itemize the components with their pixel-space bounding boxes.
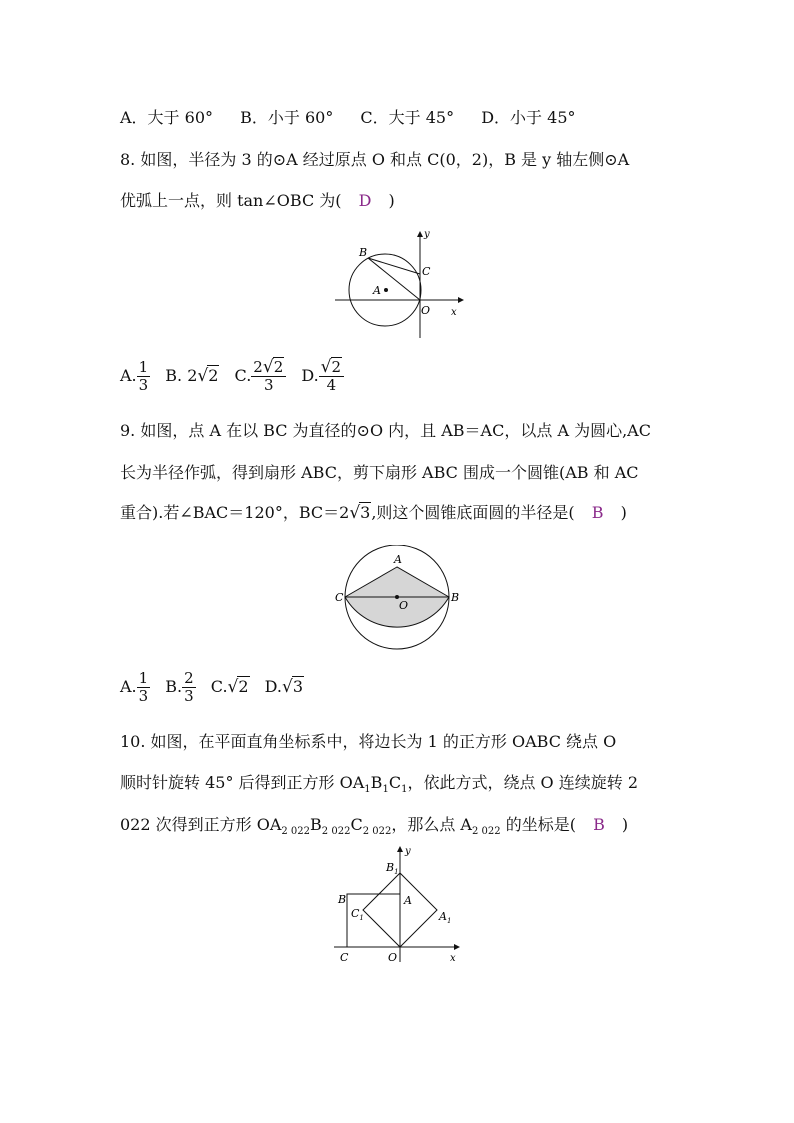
q10-label-c1-sub: 1 bbox=[359, 914, 364, 922]
q9-option-a-numerator: 1 bbox=[138, 669, 149, 687]
q10-stem-b: B bbox=[370, 773, 383, 792]
q9-option-b-label: B. bbox=[165, 677, 183, 696]
q10-label-x: x bbox=[450, 953, 456, 964]
q8-option-c-label: C. bbox=[234, 366, 252, 385]
q8-close-paren: ) bbox=[388, 191, 395, 210]
q8-option-b-coef: 2 bbox=[187, 366, 198, 385]
q10-sub-a-point: 2 022 bbox=[471, 826, 501, 838]
q7-options bbox=[120, 108, 576, 128]
q8-x-arrow bbox=[458, 297, 464, 303]
q10-label-a: A bbox=[404, 894, 412, 907]
q10-figure bbox=[330, 842, 470, 967]
q8-option-d-denominator: 4 bbox=[326, 376, 337, 394]
q10-stem-c: C bbox=[388, 773, 402, 792]
q9-line-2: 长为半径作弧，得到扇形 ABC，剪下扇形 ABC 围成一个圆锥(AB 和 AC bbox=[120, 463, 639, 482]
q9-option-a-fraction bbox=[137, 670, 151, 705]
q8-option-a-fraction bbox=[137, 359, 151, 394]
q9-option-d-label: D. bbox=[264, 677, 282, 696]
q10-line-3 bbox=[120, 815, 628, 842]
q7-option-b: B．小于 60° bbox=[240, 108, 334, 127]
q9-label-b: B bbox=[451, 591, 460, 604]
q10-line-2 bbox=[120, 773, 638, 800]
q9-stem-a: 重合).若∠BAC＝120°，BC＝2 bbox=[120, 503, 350, 522]
q10-stem-d: ，依此方式，绕点 O 连续旋转 2 bbox=[407, 773, 638, 792]
q8-option-b-label: B. bbox=[165, 366, 183, 385]
q9-option-d-radicand: 3 bbox=[292, 677, 304, 696]
q8-center-dot bbox=[384, 288, 388, 292]
q10-label-c1 bbox=[351, 907, 364, 922]
q8-label-x: x bbox=[451, 307, 457, 318]
q9-option-b-fraction bbox=[182, 670, 196, 705]
q9-close-paren: ) bbox=[620, 503, 627, 522]
q10-close-paren: ) bbox=[621, 815, 629, 834]
q8-option-a-label: A. bbox=[120, 366, 137, 385]
q9-option-b-numerator: 2 bbox=[184, 669, 194, 687]
q10-label-b1-sub: 1 bbox=[394, 868, 399, 876]
q9-options bbox=[120, 667, 304, 707]
q9-option-c-radicand: 2 bbox=[238, 677, 249, 696]
q8-label-c: C bbox=[422, 265, 431, 278]
q10-line-1: 10. 如图，在平面直角坐标系中，将边长为 1 的正方形 OABC 绕点 O bbox=[120, 732, 617, 751]
q8-label-o: O bbox=[421, 304, 431, 317]
q10-label-b1 bbox=[385, 861, 399, 876]
q9-option-b-denominator: 3 bbox=[184, 687, 194, 705]
q9-stem-b: ,则这个圆锥底面圆的半径是( bbox=[371, 503, 575, 522]
q9-answer: B bbox=[591, 503, 604, 522]
q9-line-1: 9. 如图，点 A 在以 BC 为直径的⊙O 内，且 AB＝AC，以点 A 为圆心,AC bbox=[120, 421, 651, 440]
q10-sub-a1: 1 bbox=[364, 784, 371, 796]
q9-option-c-label: C. bbox=[210, 677, 228, 696]
q8-y-arrow bbox=[417, 231, 423, 237]
q8-option-c-radicand: 2 bbox=[273, 358, 284, 376]
q10-label-c: C bbox=[340, 951, 349, 964]
q10-stem-h: ，那么点 A bbox=[391, 815, 472, 834]
q10-stem-g: C bbox=[350, 815, 363, 834]
q7-option-c: C．大于 45° bbox=[360, 108, 455, 127]
q9-label-c: C bbox=[335, 591, 344, 604]
q10-sub-c1: 1 bbox=[401, 784, 408, 796]
q8-option-a-denominator: 3 bbox=[138, 376, 149, 394]
q10-x-arrow bbox=[454, 944, 460, 950]
q8-option-c-coef: 2 bbox=[253, 358, 263, 376]
q9-option-a-denominator: 3 bbox=[138, 687, 149, 705]
q9-radicand: 3 bbox=[360, 503, 371, 522]
q8-option-a-numerator: 1 bbox=[138, 358, 149, 376]
q10-sub-a-n: 2 022 bbox=[281, 826, 311, 838]
q8-option-d-radicand: 2 bbox=[331, 358, 342, 376]
q9-option-a-label: A. bbox=[120, 677, 137, 696]
q10-label-a1-letter: A bbox=[439, 910, 447, 923]
q8-label-a: A bbox=[373, 284, 381, 297]
q9-label-o: O bbox=[399, 599, 409, 612]
q8-label-b: B bbox=[359, 246, 368, 259]
q7-option-a: A．大于 60° bbox=[120, 108, 214, 127]
q8-option-c-fraction: $\frac{2√2}{3}$ bbox=[251, 359, 286, 394]
q10-label-o: O bbox=[388, 951, 398, 964]
q10-label-b: B bbox=[338, 893, 347, 906]
q8-label-y: y bbox=[424, 229, 430, 240]
q8-option-c-denominator: 3 bbox=[263, 376, 274, 394]
q10-sub-b1: 1 bbox=[382, 784, 389, 796]
q7-option-d: D．小于 45° bbox=[481, 108, 576, 127]
q8-option-b-radical: √2 bbox=[197, 366, 219, 386]
q10-stem-i: 的坐标是( bbox=[500, 815, 576, 834]
q10-stem-a: 顺时针旋转 45° 后得到正方形 OA bbox=[120, 773, 365, 792]
q10-label-a1 bbox=[438, 910, 451, 925]
q8-answer: D bbox=[358, 191, 372, 210]
q8-options bbox=[120, 356, 344, 396]
q10-sub-c-n: 2 022 bbox=[362, 826, 392, 838]
q9-figure bbox=[330, 545, 470, 650]
q10-label-c1-letter: C bbox=[351, 907, 360, 920]
q8-option-b-radicand: 2 bbox=[208, 366, 219, 385]
q8-line-2 bbox=[120, 191, 395, 211]
q10-sub-b-n: 2 022 bbox=[321, 826, 351, 838]
q10-label-a1-sub: 1 bbox=[446, 917, 452, 925]
q10-stem-e: 022 次得到正方形 OA bbox=[120, 815, 282, 834]
q9-option-d-radical: √3 bbox=[282, 677, 304, 697]
q9-label-a: A bbox=[394, 553, 402, 566]
q10-label-b1-letter: B bbox=[386, 861, 395, 874]
q10-stem-f: B bbox=[310, 815, 322, 834]
q10-label-y: y bbox=[405, 846, 411, 857]
q8-figure bbox=[330, 228, 470, 343]
q9-radical: √3 bbox=[349, 503, 371, 523]
q10-answer: B bbox=[593, 815, 605, 834]
q8-option-d-label: D. bbox=[301, 366, 319, 385]
q9-option-c-radical: √2 bbox=[227, 677, 249, 697]
q9-line-3 bbox=[120, 503, 627, 523]
q10-y-arrow bbox=[397, 846, 403, 852]
q8-line-1: 8. 如图，半径为 3 的⊙A 经过原点 O 和点 C(0，2)，B 是 y 轴左侧⊙A bbox=[120, 150, 630, 169]
q8-stem: 优弧上一点，则 tan∠OBC 为( bbox=[120, 191, 342, 210]
q8-option-d-fraction: $\frac{√2}{4}$ bbox=[319, 359, 344, 394]
